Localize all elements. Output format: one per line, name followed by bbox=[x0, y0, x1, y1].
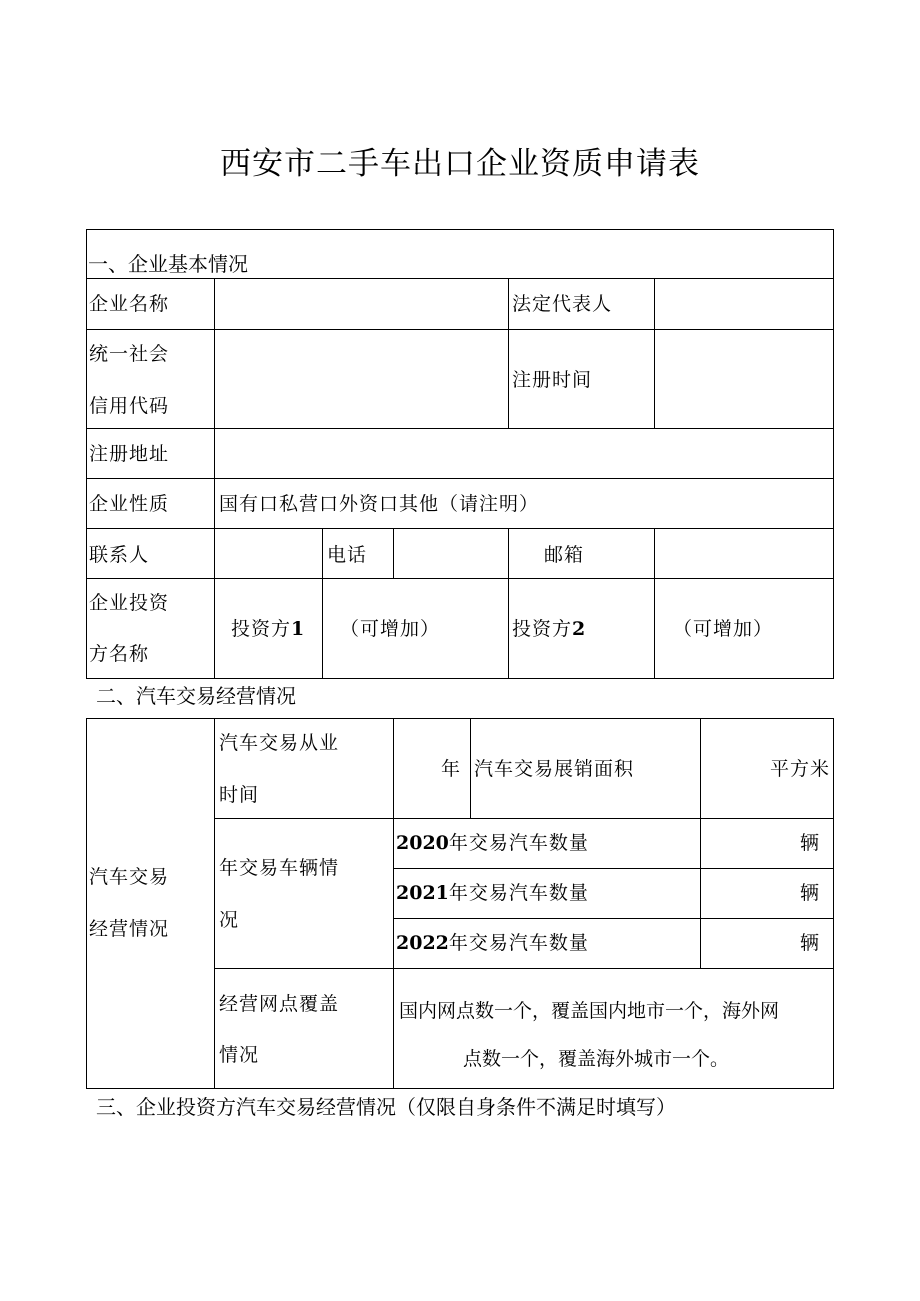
investor2-hint: （可增加） bbox=[673, 618, 774, 640]
investor1-hint: （可增加） bbox=[340, 618, 441, 640]
trade-area-label: 汽车交易展销面积 bbox=[474, 758, 635, 780]
table-row-unit: 辆 bbox=[800, 832, 821, 854]
table-row: 2020年交易汽车数量 bbox=[396, 832, 589, 854]
section-heading-basic: 一、企业基本情况 bbox=[88, 252, 248, 276]
phone-label: 电话 bbox=[327, 544, 368, 566]
coverage-text-line2: 点数一个，覆盖海外城市一个。 bbox=[463, 1048, 730, 1070]
trade-years-label-line2: 时间 bbox=[219, 784, 260, 806]
investor2-label: 投资方2 bbox=[512, 618, 586, 640]
trade-area-unit: 平方米 bbox=[770, 758, 831, 780]
nature-options: 国有口私营口外资口其他（请注明） bbox=[219, 493, 540, 515]
table-row-unit: 辆 bbox=[800, 882, 821, 904]
coverage-label-line2: 情况 bbox=[219, 1044, 260, 1066]
investor1-label: 投资方1 bbox=[231, 618, 305, 640]
coverage-label-line1: 经营网点覆盖 bbox=[219, 993, 340, 1015]
company-name-label: 企业名称 bbox=[89, 293, 170, 315]
table-row-unit: 辆 bbox=[800, 932, 821, 954]
reg-address-label: 注册地址 bbox=[89, 443, 170, 465]
annual-label-line1: 年交易车辆情 bbox=[219, 857, 340, 879]
legal-rep-label: 法定代表人 bbox=[512, 293, 613, 315]
annual-label-line2: 况 bbox=[219, 909, 240, 931]
coverage-text-line1: 国内网点数一个，覆盖国内地市一个，海外网 bbox=[399, 1000, 780, 1022]
reg-time-label: 注册时间 bbox=[512, 369, 593, 391]
trade-years-label-line1: 汽车交易从业 bbox=[219, 732, 340, 754]
contact-label: 联系人 bbox=[89, 544, 150, 566]
investor-label-line1: 企业投资 bbox=[89, 592, 170, 614]
table-row: 2022年交易汽车数量 bbox=[396, 932, 589, 954]
nature-label: 企业性质 bbox=[89, 493, 170, 515]
section-heading-trade: 二、汽车交易经营情况 bbox=[96, 684, 296, 708]
trade-years-unit: 年 bbox=[441, 758, 462, 780]
investor-label-line2: 方名称 bbox=[89, 643, 150, 665]
credit-code-label-line2: 信用代码 bbox=[89, 395, 170, 417]
email-label: 邮箱 bbox=[544, 544, 585, 566]
trade-main-label-line2: 经营情况 bbox=[89, 918, 170, 940]
page-title: 西安市二手车出口企业资质申请表 bbox=[220, 146, 700, 182]
table-row: 2021年交易汽车数量 bbox=[396, 882, 589, 904]
credit-code-label-line1: 统一社会 bbox=[89, 343, 170, 365]
section-heading-investor-trade: 三、企业投资方汽车交易经营情况（仅限自身条件不满足时填写） bbox=[96, 1095, 676, 1119]
trade-main-label-line1: 汽车交易 bbox=[89, 866, 170, 888]
